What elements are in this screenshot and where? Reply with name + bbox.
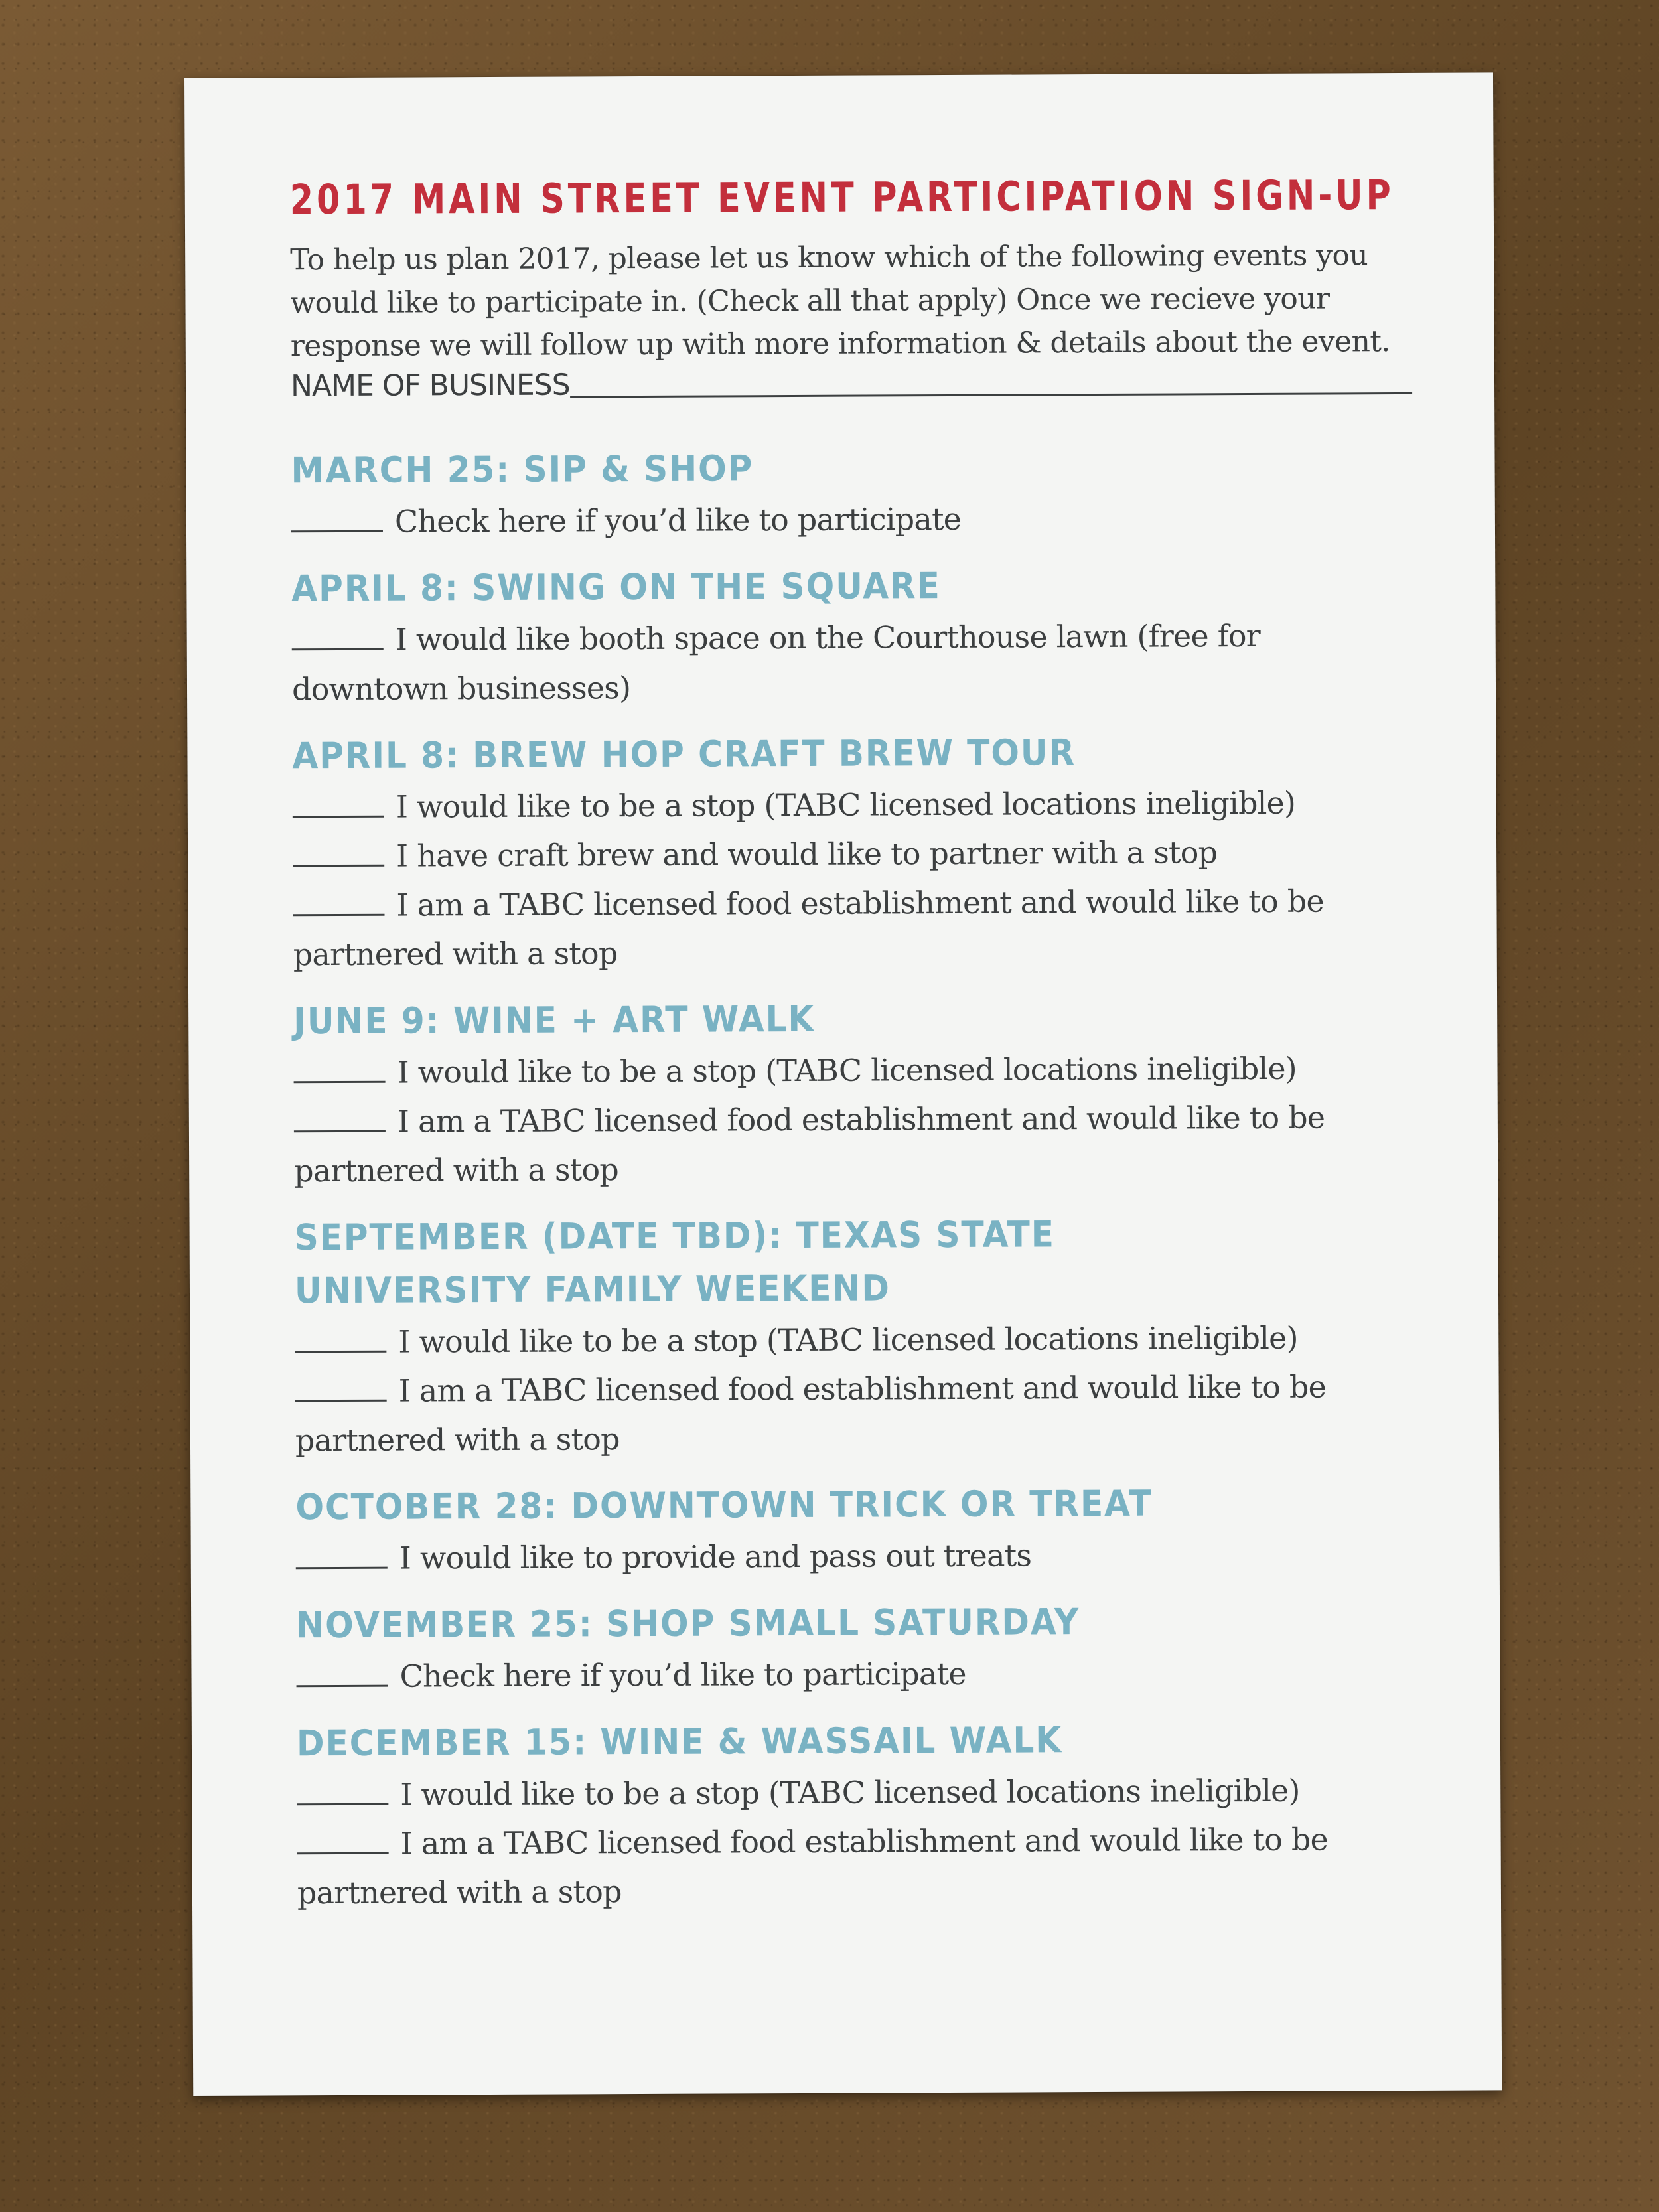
checkbox-blank[interactable]	[296, 1542, 388, 1569]
event-section	[297, 1712, 1419, 1917]
option-text: I would like to provide and pass out treats	[399, 1537, 1032, 1576]
event-option	[293, 876, 1415, 979]
business-name-label: NAME OF BUSINESS	[290, 368, 570, 404]
event-option	[294, 1092, 1416, 1195]
signup-sheet-content	[290, 173, 1419, 1933]
event-heading: OCTOBER 28: DOWNTOWN TRICK OR TREAT	[295, 1482, 1153, 1528]
event-heading: APRIL 8: BREW HOP CRAFT BREW TOUR	[292, 731, 1076, 776]
business-name-row	[291, 366, 1412, 403]
event-heading: NOVEMBER 25: SHOP SMALL SATURDAY	[296, 1600, 1080, 1646]
event-heading: APRIL 8: SWING ON THE SQUARE	[291, 564, 941, 609]
event-option	[296, 1647, 1417, 1700]
checkbox-blank[interactable]	[295, 1326, 386, 1353]
event-heading: SEPTEMBER (DATE TBD): TEXAS STATE UNIVERSITY FAMILY WEEKEND	[294, 1213, 1055, 1311]
checkbox-blank[interactable]	[293, 791, 384, 818]
option-text: I would like to be a stop (TABC licensed locations ineligible)	[397, 1050, 1297, 1090]
option-text: I am a TABC licensed food establishment and would like to be partnered with a stop	[294, 1099, 1325, 1189]
event-option	[293, 827, 1414, 881]
option-text: I would like booth space on the Courthouse lawn (free for downtown businesses)	[291, 617, 1261, 707]
event-option	[293, 1043, 1415, 1097]
checkbox-blank[interactable]	[295, 1375, 387, 1402]
event-option	[297, 1765, 1418, 1818]
event-option	[296, 1528, 1417, 1582]
option-text: I am a TABC licensed food establishment and would like to be partnered with a stop	[293, 883, 1324, 972]
event-section	[296, 1593, 1418, 1700]
signup-sheet	[184, 72, 1502, 2096]
page-title: 2017 MAIN STREET EVENT PARTICIPATION SIGN-UP	[289, 171, 1394, 224]
checkbox-blank[interactable]	[297, 1828, 389, 1854]
option-text: I would like to be a stop (TABC licensed locations ineligible)	[396, 784, 1296, 825]
business-name-blank[interactable]	[570, 392, 1412, 398]
checkbox-blank[interactable]	[293, 1057, 385, 1083]
checkbox-blank[interactable]	[294, 1106, 386, 1132]
option-text: I have craft brew and would like to partner with a stop	[396, 834, 1218, 874]
event-section	[291, 439, 1413, 546]
event-option	[292, 611, 1414, 713]
event-heading: DECEMBER 15: WINE & WASSAIL WALK	[296, 1718, 1063, 1764]
event-option	[297, 1814, 1419, 1917]
event-option	[295, 1361, 1417, 1464]
event-option	[295, 1312, 1416, 1366]
option-text: I would like to be a stop (TABC licensed locations ineligible)	[398, 1319, 1298, 1360]
option-text: Check here if you’d like to participate	[394, 500, 962, 540]
option-text: I am a TABC licensed food establishment and would like to be partnered with a stop	[295, 1368, 1327, 1458]
event-option	[291, 492, 1413, 546]
checkbox-blank[interactable]	[291, 506, 383, 532]
event-section	[294, 1206, 1417, 1464]
option-text: I would like to be a stop (TABC licensed locations ineligible)	[400, 1772, 1300, 1812]
event-section	[293, 990, 1415, 1195]
checkbox-blank[interactable]	[296, 1660, 388, 1687]
checkbox-blank[interactable]	[293, 840, 384, 867]
event-section	[291, 557, 1413, 713]
event-heading: MARCH 25: SIP & SHOP	[291, 447, 754, 491]
event-heading: JUNE 9: WINE + ART WALK	[293, 997, 816, 1042]
option-text: I am a TABC licensed food establishment and would like to be partnered with a stop	[297, 1821, 1329, 1911]
checkbox-blank[interactable]	[297, 1779, 388, 1805]
intro-paragraph: To help us plan 2017, please let us know which of the following events you would like to participate in. (Check all that apply) Once we recieve your response we will follow up with more information & details about the event.	[290, 238, 1390, 364]
event-option	[293, 778, 1414, 832]
option-text: Check here if you’d like to participate	[399, 1655, 966, 1694]
checkbox-blank[interactable]	[293, 889, 384, 916]
checkbox-blank[interactable]	[292, 624, 384, 650]
event-section	[292, 725, 1415, 979]
event-section	[295, 1475, 1417, 1582]
